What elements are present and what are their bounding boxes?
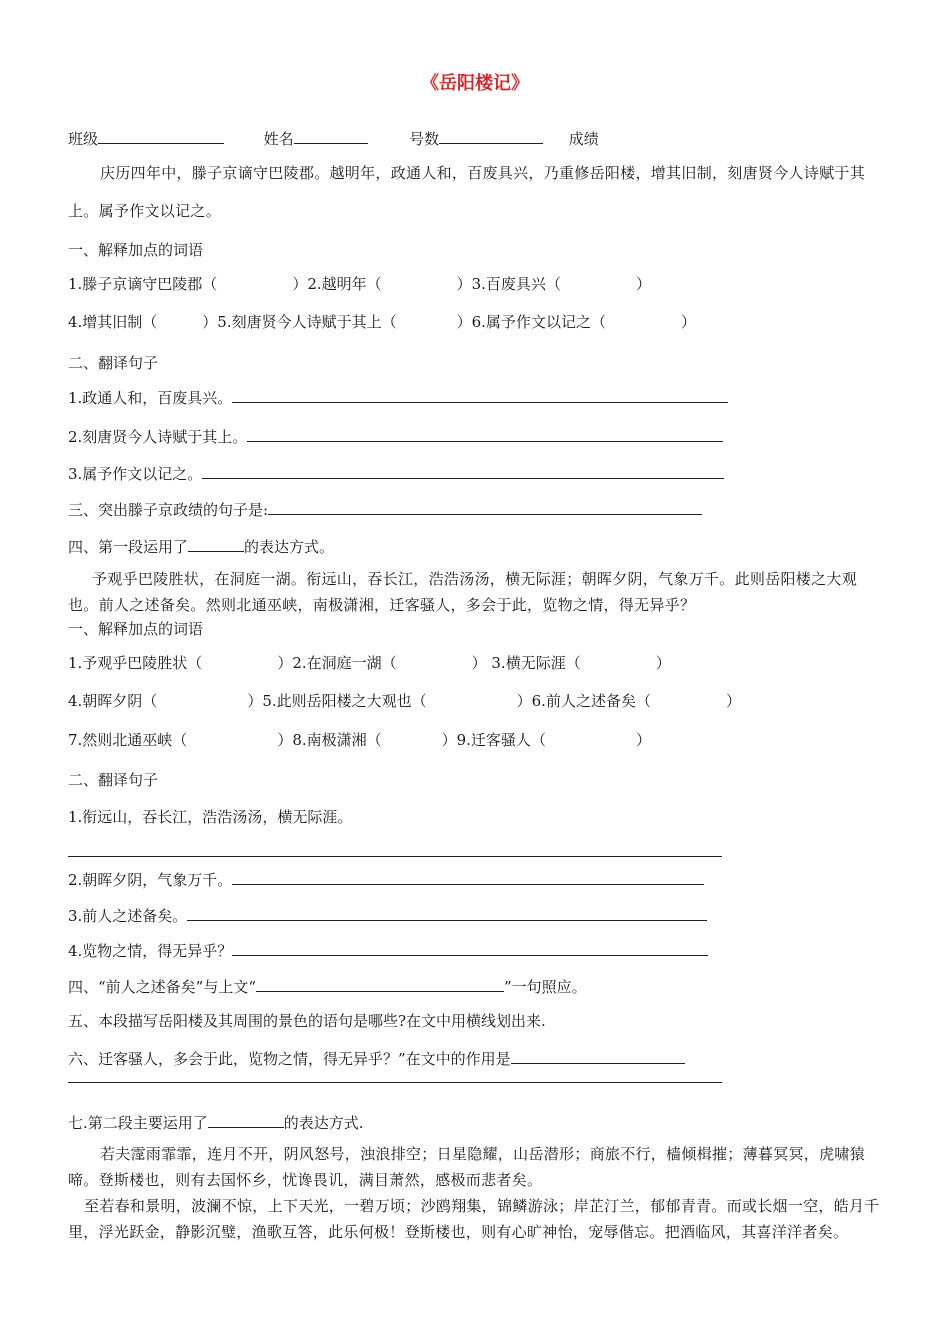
s1-answer-line-q3[interactable] — [268, 498, 702, 515]
s1-answer-line-2[interactable] — [247, 425, 723, 442]
s1-answer-line-q4[interactable] — [188, 535, 244, 552]
s1-answer-line-1[interactable] — [232, 386, 728, 403]
score-label: 成绩 — [568, 130, 599, 148]
s2-answer-line-q6b[interactable] — [68, 1082, 722, 1083]
name-label: 姓名 — [263, 130, 294, 148]
s1-heading-explain: 一、解释加点的词语 — [68, 241, 204, 259]
s1-question-3: 三、突出滕子京政绩的句子是: — [68, 501, 269, 519]
class-input[interactable] — [98, 127, 224, 144]
s1-translate-3: 3.属予作文以记之。 — [68, 465, 203, 483]
s1-explain-row-2: 4.增其旧制（ ）5.刻唐贤今人诗赋于其上（ ）6.属予作文以记之（ ） — [68, 313, 696, 331]
s2-translate-3: 3.前人之述备矣。 — [68, 907, 188, 925]
s2-answer-line-3[interactable] — [187, 904, 707, 921]
s2-heading-translate: 二、翻译句子 — [68, 771, 159, 789]
s2-question-7b: 的表达方式. — [283, 1114, 364, 1132]
paragraph-4: 至若春和景明，波澜不惊，上下天光，一碧万顷；沙鸥翔集，锦鳞游泳；岸芷汀兰，郁郁青青。而或长烟一空，皓月千里，浮光跃金，静影沉璧，渔歌互答，此乐何极！登斯楼也，则有心旷神怡，宠辱偕忘。把酒临风，其喜洋洋者矣。 — [68, 1197, 880, 1241]
s1-translate-2: 2.刻唐贤今人诗赋于其上。 — [68, 428, 248, 446]
s2-question-6: 六、迁客骚人，多会于此，览物之情，得无异乎？”在文中的作用是 — [68, 1050, 511, 1068]
s1-question-4b: 的表达方式。 — [244, 538, 335, 556]
header-fields — [68, 127, 599, 149]
s2-answer-line-q7[interactable] — [208, 1111, 284, 1128]
s1-answer-line-3[interactable] — [202, 462, 724, 479]
page-title: 《岳阳楼记》 — [421, 73, 529, 94]
s2-explain-row-3: 7.然则北通巫峡（ ）8.南极潇湘（ ）9.迁客骚人（ ） — [68, 731, 651, 749]
s2-question-4b: ”一句照应。 — [504, 978, 587, 996]
s1-explain-row-1: 1.滕子京谪守巴陵郡（ ）2.越明年（ ）3.百废具兴（ ） — [68, 275, 651, 293]
number-input[interactable] — [439, 127, 543, 144]
s2-explain-row-2: 4.朝晖夕阴（ ）5.此则岳阳楼之大观也（ ）6.前人之述备矣（ ） — [68, 692, 741, 710]
paragraph-3: 若夫霪雨霏霏，连月不开，阴风怒号，浊浪排空；日星隐耀，山岳潜形；商旅不行，樯倾楫摧；薄暮冥冥，虎啸猿啼。登斯楼也，则有去国怀乡，忧谗畏讥，满目萧然，感极而悲者矣。 — [68, 1145, 866, 1189]
s2-translate-4: 4.览物之情，得无异乎？ — [68, 942, 233, 960]
s2-explain-row-1: 1.予观乎巴陵胜状（ ）2.在洞庭一湖（ ） 3.横无际涯（ ） — [68, 654, 671, 672]
s2-answer-line-4[interactable] — [232, 939, 708, 956]
s2-answer-line-2[interactable] — [232, 868, 704, 885]
paragraph-1: 庆历四年中，滕子京谪守巴陵郡。越明年，政通人和，百废具兴，乃重修岳阳楼，增其旧制，刻唐贤今人诗赋于其上。属予作文以记之。 — [68, 164, 866, 220]
s1-heading-translate: 二、翻译句子 — [68, 354, 159, 372]
s2-heading-explain: 一、解释加点的词语 — [68, 620, 204, 638]
paragraph-2: 予观乎巴陵胜状，在洞庭一湖。衔远山，吞长江，浩浩汤汤，横无际涯；朝晖夕阴，气象万千。此则岳阳楼之大观也。前人之述备矣。然则北通巫峡，南极潇湘，迁客骚人，多会于此，览物之情，得无异乎？ — [68, 570, 858, 614]
class-label: 班级 — [68, 130, 99, 148]
s1-translate-1: 1.政通人和，百废具兴。 — [68, 389, 233, 407]
s2-answer-line-q6a[interactable] — [511, 1047, 685, 1064]
s2-translate-1: 1.衔远山，吞长江，浩浩汤汤，横无际涯。 — [68, 808, 353, 826]
s2-answer-line-q4[interactable] — [256, 975, 504, 992]
s2-answer-line-1[interactable] — [68, 856, 722, 857]
s1-question-4a: 四、第一段运用了 — [68, 538, 189, 556]
name-input[interactable] — [294, 127, 368, 144]
s2-question-5: 五、本段描写岳阳楼及其周围的景色的语句是哪些?在文中用横线划出来. — [68, 1012, 546, 1030]
s2-question-4a: 四、“前人之述备矣”与上文“ — [68, 978, 257, 996]
s2-question-7a: 七.第二段主要运用了 — [68, 1114, 208, 1132]
s2-translate-2: 2.朝晖夕阴，气象万千。 — [68, 871, 233, 889]
number-label: 号数 — [409, 130, 440, 148]
